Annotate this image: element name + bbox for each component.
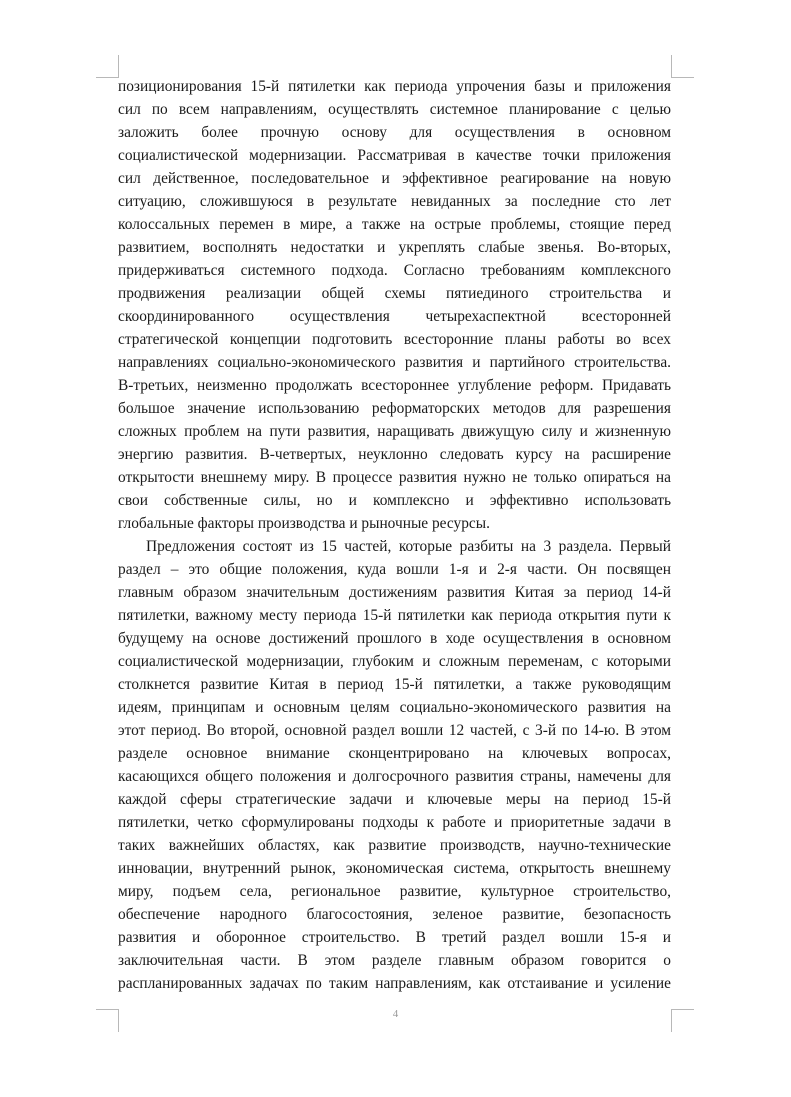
text-line: заключительная части. В этом разделе главным образом говорится о <box>118 952 671 969</box>
text-line: энергию развития. В-четвертых, неуклонно следовать курсу на расширение <box>118 446 671 463</box>
text-line: колоссальных перемен в мире, а также на острые проблемы, стоящие перед <box>118 216 671 233</box>
text-line: глобальные факторы производства и рыночные ресурсы. <box>118 515 490 532</box>
text-line: пятилетки, четко сформулированы подходы к работе и приоритетные задачи в <box>118 814 671 831</box>
text-line: позиционирования 15-й пятилетки как периода упрочения базы и приложения <box>118 78 671 95</box>
text-line: обеспечение народного благосостояния, зеленое развитие, безопасность <box>118 906 671 923</box>
paragraph-2 <box>118 535 671 995</box>
text-line: направлениях социально-экономического развития и партийного строительства. <box>118 354 671 371</box>
text-line: социалистической модернизации, глубоким и сложным переменам, с которыми <box>118 653 671 670</box>
page-corner-mark-top-right <box>671 55 694 78</box>
text-line: распланированных задачах по таким направлениям, как отстаивание и усиление <box>118 975 671 992</box>
document-body <box>118 75 671 995</box>
text-line: таких важнейших областях, как развитие производств, научно-технические <box>118 837 671 854</box>
text-line: В-третьих, неизменно продолжать всестороннее углубление реформ. Придавать <box>118 377 671 394</box>
text-line: сил действенное, последовательное и эффективное реагирование на новую <box>118 170 671 187</box>
text-line: продвижения реализации общей схемы пятиединого строительства и <box>118 285 671 302</box>
text-line: раздел – это общие положения, куда вошли 1-я и 2-я части. Он посвящен <box>118 561 671 578</box>
text-line: развития и оборонное строительство. В третий раздел вошли 15-я и <box>118 929 671 946</box>
text-line: будущему на основе достижений прошлого в ходе осуществления в основном <box>118 630 671 647</box>
text-line: пятилетки, важному месту периода 15-й пятилетки как периода открытия пути к <box>118 607 671 624</box>
text-line: главным образом значительным достижениям развития Китая за период 14-й <box>118 584 671 601</box>
text-line: ситуацию, сложившуюся в результате невиданных за последние сто лет <box>118 193 671 210</box>
text-line: открытости внешнему миру. В процессе развития нужно не только опираться на <box>118 469 671 486</box>
text-line: каждой сферы стратегические задачи и ключевые меры на период 15-й <box>118 791 671 808</box>
page-corner-mark-top-left <box>96 55 119 78</box>
text-line: придерживаться системного подхода. Согласно требованиям комплексного <box>118 262 671 279</box>
text-line: заложить более прочную основу для осуществления в основном <box>118 124 671 141</box>
text-line: социалистической модернизации. Рассматривая в качестве точки приложения <box>118 147 671 164</box>
text-line: инновации, внутренний рынок, экономическая система, открытость внешнему <box>118 860 671 877</box>
text-line: сложных проблем на пути развития, наращивать движущую силу и жизненную <box>118 423 671 440</box>
paragraph-1 <box>118 75 671 535</box>
text-line: касающихся общего положения и долгосрочного развития страны, намечены для <box>118 768 671 785</box>
text-line: развитием, восполнять недостатки и укреплять слабые звенья. Во-вторых, <box>118 239 671 256</box>
text-line: миру, подъем села, региональное развитие, культурное строительство, <box>118 883 671 900</box>
text-line: стратегической концепции подготовить всесторонние планы работы во всех <box>118 331 671 348</box>
text-line: свои собственные силы, но и комплексно и эффективно использовать <box>118 492 671 509</box>
text-line: скоординированного осуществления четырехаспектной всесторонней <box>118 308 671 325</box>
text-line: большое значение использованию реформаторских методов для разрешения <box>118 400 671 417</box>
text-line: сил по всем направлениям, осуществлять системное планирование с целью <box>118 101 671 118</box>
text-line: Предложения состоят из 15 частей, которые разбиты на 3 раздела. Первый <box>146 538 671 555</box>
text-line: разделе основное внимание сконцентрировано на ключевых вопросах, <box>118 745 671 762</box>
text-line: этот период. Во второй, основной раздел вошли 12 частей, с 3-й по 14-ю. В этом <box>118 722 671 739</box>
page-number: 4 <box>392 1008 399 1020</box>
text-line: столкнется развитие Китая в период 15-й пятилетки, а также руководящим <box>118 676 671 693</box>
text-line: идеям, принципам и основным целям социально-экономического развития на <box>118 699 671 716</box>
